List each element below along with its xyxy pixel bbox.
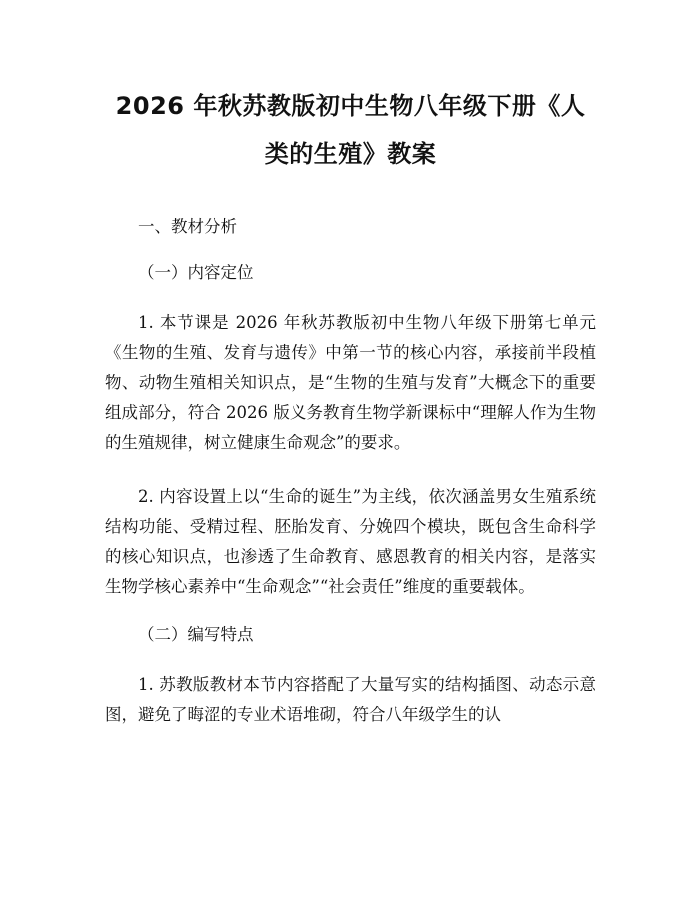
paragraph: 1. 本节课是 2026 年秋苏教版初中生物八年级下册第七单元《生物的生殖、发育与遗传》中第一节的核心内容，承接前半段植物、动物生殖相关知识点，是“生物的生殖与发育”大概念下的重要组成部分，符合 2026 版义务教育生物学新课标中“理解人作为生物的生殖规律，树立健康生命观念”的要求。	[105, 313, 596, 452]
section-heading-textbook-analysis: 一、教材分析	[138, 217, 237, 236]
paragraph: 2. 内容设置上以“生命的诞生”为主线，依次涵盖男女生殖系统结构功能、受精过程、胚胎发育、分娩四个模块，既包含生命科学的核心知识点，也渗透了生命教育、感恩教育的相关内容，是落实生物学核心素养中“生命观念”“社会责任”维度的重要载体。	[105, 487, 596, 596]
subheading-content-positioning: （一）内容定位	[138, 263, 254, 282]
document-title: 2026 年秋苏教版初中生物八年级下册《人类的生殖》教案	[115, 92, 586, 168]
paragraph: 1. 苏教版教材本节内容搭配了大量写实的结构插图、动态示意图，避免了晦涩的专业术语堆砌，符合八年级学生的认	[105, 675, 596, 724]
subheading-writing-features: （二）编写特点	[138, 625, 254, 644]
